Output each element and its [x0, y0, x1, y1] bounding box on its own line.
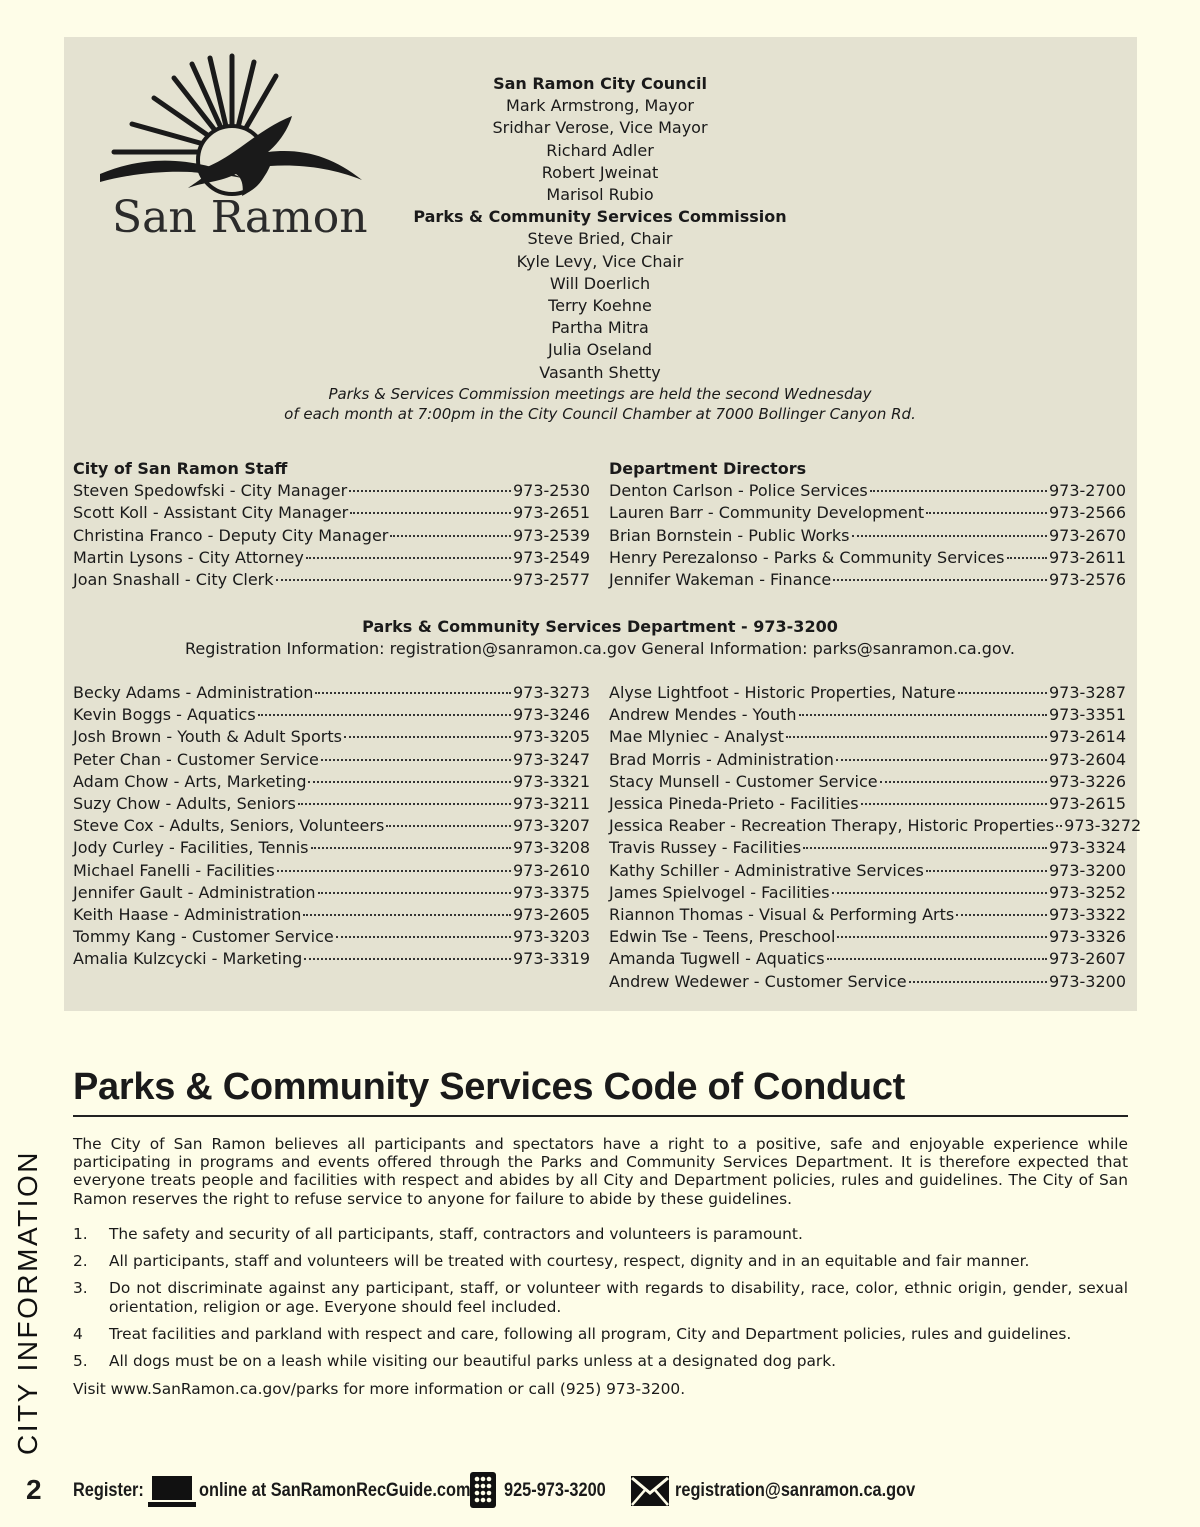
rule-item	[73, 1225, 1128, 1243]
dot-leader	[298, 803, 511, 805]
directory-row	[73, 948, 590, 970]
contact-name: Tommy Kang - Customer Service	[73, 927, 334, 947]
rule-number: 4	[73, 1324, 83, 1343]
contact-phone: 973-3287	[1048, 683, 1126, 702]
dot-leader	[852, 535, 1047, 537]
dot-leader	[276, 579, 511, 581]
directory-row	[609, 502, 1126, 524]
contact-name: Andrew Mendes - Youth	[609, 705, 797, 725]
contact-name: Amalia Kulzcycki - Marketing	[73, 949, 303, 969]
contact-phone: 973-2566	[1048, 503, 1126, 523]
directory-row	[73, 569, 590, 591]
department-info: Registration Information: registration@sanramon.ca.gov General Information: parks@sanramon.ca.gov.	[184, 639, 1015, 659]
contact-name: Brian Bornstein - Public Works	[609, 525, 850, 545]
contact-phone: 973-3208	[512, 838, 590, 858]
contact-phone: 973-3273	[512, 683, 590, 702]
contact-name: Suzy Chow - Adults, Seniors	[73, 794, 296, 814]
contact-phone: 973-3321	[512, 771, 590, 791]
contact-name: Martin Lysons - City Attorney	[73, 547, 304, 567]
rule-number: 2.	[73, 1252, 88, 1271]
contact-name: Steve Cox - Adults, Seniors, Volunteers	[73, 816, 385, 836]
contact-phone: 973-3319	[512, 949, 590, 969]
phone-keypad-icon	[470, 1472, 496, 1513]
directory-row	[73, 904, 590, 926]
contact-name: Steven Spedowfski - City Manager	[73, 481, 348, 501]
register-phone-link[interactable]: 925-973-3200	[504, 1480, 606, 1501]
rule-text: All participants, staff and volunteers will be treated with courtesy, respect, dignity and in an equitable and fair manner.	[109, 1252, 1030, 1271]
contact-phone: 973-3322	[1048, 905, 1126, 925]
rule-number: 5.	[73, 1352, 88, 1371]
contact-name: Denton Carlson - Police Services	[609, 481, 868, 501]
dot-leader	[786, 736, 1047, 738]
dot-leader	[303, 914, 511, 916]
directory-row	[73, 815, 590, 837]
contact-phone: 973-3203	[512, 927, 590, 947]
contact-name: Riannon Thomas - Visual & Performing Arts	[609, 905, 955, 925]
footer-bar	[0, 1470, 1200, 1514]
directory-row	[73, 682, 590, 704]
dot-leader	[390, 535, 511, 537]
contact-name: Jody Curley - Facilities, Tennis	[73, 838, 309, 858]
commission-member: Steve Bried, Chair	[527, 229, 673, 249]
dot-leader	[349, 490, 511, 492]
contact-name: James Spielvogel - Facilities	[609, 882, 830, 902]
council-member: Marisol Rubio	[546, 185, 654, 205]
commission-member: Terry Koehne	[548, 296, 652, 316]
conduct-intro: The City of San Ramon believes all participants and spectators have a right to a positive, safe and enjoyable experience while participating in programs and events offered through the Parks and Community Services Department. It is therefore expected that everyone treats people and facilities with respect and abides by all City and Department policies, rules and guidelines. The City of San Ramon reserves the right to refuse service to anyone for failure to abide by these guidelines.	[73, 1135, 1128, 1208]
commission-member: Partha Mitra	[551, 318, 649, 338]
directors-rows	[609, 480, 1126, 591]
contact-phone: 973-3200	[1048, 971, 1126, 991]
register-label: Register:	[73, 1480, 144, 1501]
dot-leader	[799, 714, 1047, 716]
contact-phone: 973-3246	[512, 705, 590, 725]
directory-row	[609, 926, 1126, 948]
dot-leader	[837, 936, 1047, 938]
rule-item	[73, 1325, 1128, 1343]
directory-row	[609, 704, 1126, 726]
dot-leader	[861, 803, 1047, 805]
logo-text: San Ramon	[112, 192, 368, 243]
contact-phone: 973-2549	[512, 547, 590, 567]
contact-phone: 973-2651	[512, 503, 590, 523]
dot-leader	[833, 579, 1047, 581]
staff-rows	[73, 480, 590, 591]
dot-leader	[803, 847, 1047, 849]
council-member: Robert Jweinat	[541, 162, 659, 182]
contact-name: Mae Mlyniec - Analyst	[609, 727, 784, 747]
directory-row	[609, 569, 1126, 591]
rule-text: Do not discriminate against any participant, staff, or volunteer with regards to disability, race, color, ethnic origin, gender, sexual orientation, religion or age. Everyone should feel included.	[109, 1279, 1128, 1316]
directory-row	[609, 726, 1126, 748]
commission-heading: Parks & Community Services Commission	[413, 207, 787, 227]
directory-row	[73, 793, 590, 815]
department-block	[100, 616, 1100, 660]
dot-leader	[311, 847, 511, 849]
dot-leader	[258, 714, 511, 716]
contact-name: Henry Perezalonso - Parks & Community Services	[609, 547, 1005, 567]
dot-leader	[306, 557, 511, 559]
contact-name: Jennifer Gault - Administration	[73, 882, 316, 902]
contact-name: Andrew Wedewer - Customer Service	[609, 971, 907, 991]
rule-text: The safety and security of all participants, staff, contractors and volunteers is paramount.	[109, 1225, 803, 1243]
contacts-right	[609, 682, 1142, 993]
contact-phone: 973-3326	[1048, 927, 1126, 947]
conduct-rules	[73, 1225, 1128, 1379]
directory-row	[609, 682, 1126, 704]
council-member: Mark Armstrong, Mayor	[506, 96, 694, 116]
contact-name: Brad Morris - Administration	[609, 749, 834, 769]
register-email-link[interactable]: registration@sanramon.ca.gov	[675, 1480, 916, 1501]
dot-leader	[1007, 557, 1047, 559]
contact-name: Keith Haase - Administration	[73, 905, 302, 925]
envelope-icon	[631, 1476, 669, 1511]
directory-row	[609, 882, 1126, 904]
contact-phone: 973-3272	[1064, 816, 1142, 836]
contact-phone: 973-3207	[512, 816, 590, 836]
dot-leader	[304, 958, 511, 960]
directory-row	[609, 480, 1126, 502]
page-number: 2	[26, 1474, 42, 1505]
contact-phone: 973-3375	[512, 882, 590, 902]
dot-leader	[832, 892, 1047, 894]
contact-phone: 973-3252	[1048, 882, 1126, 902]
dot-leader	[880, 781, 1047, 783]
rule-text: Treat facilities and parkland with respect and care, following all program, City and Department policies, rules and guidelines.	[109, 1324, 1072, 1343]
directory-row	[609, 793, 1126, 815]
contact-name: Kevin Boggs - Aquatics	[73, 705, 256, 725]
contact-name: Joan Snashall - City Clerk	[73, 570, 274, 590]
directory-row	[609, 525, 1126, 547]
laptop-icon	[148, 1474, 196, 1513]
contact-phone: 973-3226	[1048, 771, 1126, 791]
contact-phone: 973-2605	[512, 905, 590, 925]
dot-leader	[308, 781, 510, 783]
directory-row	[73, 882, 590, 904]
contact-phone: 973-3205	[512, 727, 590, 747]
rule-number: 3.	[73, 1279, 88, 1298]
commission-note-line2: of each month at 7:00pm in the City Council Chamber at 7000 Bollinger Canyon Rd.	[284, 404, 916, 423]
contact-phone: 973-2607	[1048, 949, 1126, 969]
directory-row	[609, 860, 1126, 882]
directory-row	[73, 749, 590, 771]
contact-phone: 973-3200	[1048, 860, 1126, 880]
contact-name: Michael Fanelli - Facilities	[73, 860, 275, 880]
contact-name: Jessica Reaber - Recreation Therapy, Historic Properties	[609, 816, 1055, 836]
directors-heading: Department Directors	[609, 459, 807, 478]
council-heading: San Ramon City Council	[493, 74, 707, 93]
contact-name: Travis Russey - Facilities	[609, 838, 802, 858]
directory-row	[73, 547, 590, 569]
directory-row	[609, 815, 1142, 837]
contact-phone: 973-2611	[1048, 547, 1126, 567]
dot-leader	[956, 914, 1047, 916]
rule-number: 1.	[73, 1225, 88, 1243]
commission-member: Julia Oseland	[548, 340, 652, 360]
dot-leader	[344, 736, 511, 738]
dot-leader	[836, 759, 1047, 761]
contact-name: Scott Koll - Assistant City Manager	[73, 503, 349, 523]
directory-row	[609, 904, 1126, 926]
directory-row	[609, 547, 1126, 569]
contact-phone: 973-3351	[1048, 705, 1126, 725]
contact-phone: 973-2615	[1048, 794, 1126, 814]
department-heading: Parks & Community Services Department - 973-3200	[362, 617, 838, 636]
contact-name: Alyse Lightfoot - Historic Properties, Nature	[609, 683, 956, 702]
contact-name: Stacy Munsell - Customer Service	[609, 771, 878, 791]
dot-leader	[277, 870, 511, 872]
contact-phone: 973-2530	[512, 481, 590, 501]
directory-row	[73, 771, 590, 793]
contact-name: Amanda Tugwell - Aquatics	[609, 949, 825, 969]
dot-leader	[386, 825, 511, 827]
contact-phone: 973-3324	[1048, 838, 1126, 858]
contact-name: Lauren Barr - Community Development	[609, 503, 925, 523]
contacts-left	[73, 682, 590, 971]
dot-leader	[315, 692, 511, 694]
contact-phone: 973-2614	[1048, 727, 1126, 747]
section-side-label: CITY INFORMATION	[12, 1150, 43, 1455]
dot-leader	[321, 759, 511, 761]
contact-phone: 973-2576	[1048, 570, 1126, 590]
contact-name: Jennifer Wakeman - Finance	[609, 570, 832, 590]
contacts-right-rows	[609, 682, 1142, 993]
contact-name: Jessica Pineda-Prieto - Facilities	[609, 794, 859, 814]
dot-leader	[827, 958, 1047, 960]
contact-phone: 973-3247	[512, 749, 590, 769]
directory-row	[73, 480, 590, 502]
contact-phone: 973-2610	[512, 860, 590, 880]
staff-list	[73, 458, 590, 591]
directory-row	[73, 837, 590, 859]
contact-phone: 973-3211	[512, 794, 590, 814]
contact-phone: 973-2604	[1048, 749, 1126, 769]
commission-note-line1: Parks & Services Commission meetings are held the second Wednesday	[328, 384, 872, 403]
dot-leader	[350, 512, 511, 514]
directory-row	[73, 926, 590, 948]
directory-row	[73, 726, 590, 748]
dot-leader	[958, 692, 1047, 694]
dot-leader	[870, 490, 1047, 492]
visit-info: Visit www.SanRamon.ca.gov/parks for more information or call (925) 973-3200.	[73, 1380, 686, 1398]
directory-row	[609, 749, 1126, 771]
conduct-title: Parks & Community Services Code of Conduct	[73, 1066, 1128, 1117]
directory-row	[609, 971, 1126, 993]
contact-name: Josh Brown - Youth & Adult Sports	[73, 727, 342, 747]
dot-leader	[926, 870, 1047, 872]
staff-heading: City of San Ramon Staff	[73, 459, 288, 478]
contact-name: Peter Chan - Customer Service	[73, 749, 319, 769]
directory-row	[73, 860, 590, 882]
contact-name: Edwin Tse - Teens, Preschool	[609, 927, 836, 947]
contact-phone: 973-2539	[512, 525, 590, 545]
council-member: Sridhar Verose, Vice Mayor	[492, 118, 708, 138]
contact-phone: 973-2700	[1048, 481, 1126, 501]
contact-phone: 973-2577	[512, 570, 590, 590]
dot-leader	[336, 936, 511, 938]
council-commission-block	[250, 73, 950, 424]
commission-member: Will Doerlich	[549, 273, 651, 293]
dot-leader	[318, 892, 511, 894]
dot-leader	[926, 512, 1047, 514]
rule-item	[73, 1352, 1128, 1370]
contact-phone: 973-2670	[1048, 525, 1126, 545]
directory-row	[73, 525, 590, 547]
dot-leader	[909, 981, 1047, 983]
directors-list	[609, 458, 1126, 591]
contact-name: Kathy Schiller - Administrative Services	[609, 860, 924, 880]
contact-name: Christina Franco - Deputy City Manager	[73, 525, 389, 545]
contacts-left-rows	[73, 682, 590, 971]
directory-row	[609, 948, 1126, 970]
contact-name: Becky Adams - Administration	[73, 683, 314, 702]
commission-member: Kyle Levy, Vice Chair	[516, 251, 684, 271]
rule-text: All dogs must be on a leash while visiting our beautiful parks unless at a designated dog park.	[109, 1352, 837, 1371]
rule-item	[73, 1279, 1128, 1315]
directory-row	[73, 502, 590, 524]
directory-row	[609, 771, 1126, 793]
rule-item	[73, 1252, 1128, 1270]
register-online-link[interactable]: online at SanRamonRecGuide.com	[199, 1480, 471, 1501]
contact-name: Adam Chow - Arts, Marketing	[73, 771, 307, 791]
directory-row	[609, 837, 1126, 859]
council-member: Richard Adler	[546, 140, 654, 160]
directory-row	[73, 704, 590, 726]
dot-leader	[1056, 825, 1062, 827]
commission-member: Vasanth Shetty	[539, 362, 661, 382]
